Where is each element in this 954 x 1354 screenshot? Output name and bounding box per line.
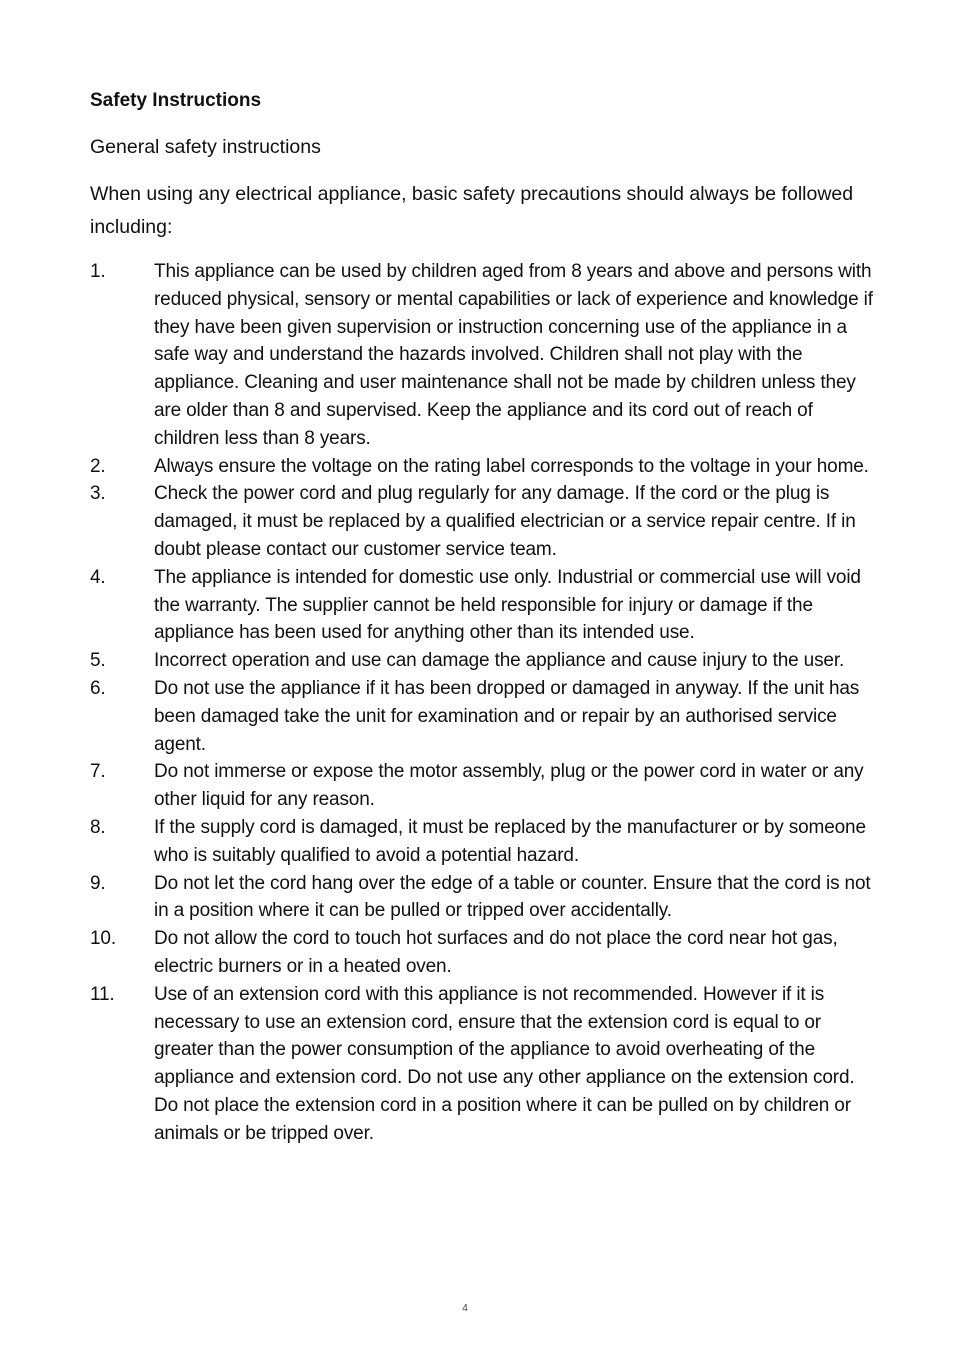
intro-paragraph: When using any electrical appliance, basic safety precautions should always be followed including: [90, 183, 854, 238]
page-number: 4 [462, 1303, 468, 1314]
list-item-number: 6. [90, 677, 106, 699]
list-item-number: 2. [90, 455, 106, 477]
list-item [90, 258, 880, 453]
list-item [90, 814, 880, 870]
section-subheading: General safety instructions [90, 136, 321, 158]
section-heading: Safety Instructions [90, 90, 262, 111]
list-item-number: 3. [90, 483, 106, 505]
list-item-text: The appliance is intended for domestic use only. Industrial or commercial use will void the warranty. The supplier cannot be held responsible for injury or damage if the appliance has been used for anything other than its intended use. [154, 566, 861, 644]
list-item [90, 870, 880, 926]
list-item-number: 9. [90, 872, 106, 894]
list-item-text: Do not let the cord hang over the edge of a table or counter. Ensure that the cord is not in a position where it can be pulled or tripped over accidentally. [154, 872, 871, 922]
list-item-text: This appliance can be used by children aged from 8 years and above and persons with reduced physical, sensory or mental capabilities or lack of experience and knowledge if they have been given supervision or instruction concerning use of the appliance in a safe way and understand the hazards involved. Children shall not play with the appliance. Cleaning and user maintenance shall not be made by children unless they are older than 8 and supervised. Keep the appliance and its cord out of reach of children less than 8 years. [154, 261, 873, 449]
list-item-number: 10. [90, 928, 116, 950]
list-item [90, 925, 880, 981]
list-item-text: Use of an extension cord with this appliance is not recommended. However if it is necessary to use an extension cord, ensure that the extension cord is equal to or greater than the power consumption of the appliance to avoid overheating of the appliance and extension cord. Do not use any other appliance on the extension cord. Do not place the extension cord in a position where it can be pulled on by children or animals or be tripped over. [154, 983, 855, 1144]
list-item-text: Check the power cord and plug regularly for any damage. If the cord or the plug is damaged, it must be replaced by a qualified electrician or a service repair centre. If in doubt please contact our customer service team. [154, 483, 856, 560]
list-item-number: 5. [90, 650, 106, 672]
list-item-number: 8. [90, 816, 106, 838]
list-item-number: 4. [90, 566, 106, 588]
list-item-number: 7. [90, 761, 106, 783]
list-item [90, 675, 880, 758]
list-item-text: Always ensure the voltage on the rating label corresponds to the voltage in your home. [154, 455, 869, 477]
list-item [90, 564, 880, 647]
list-item-text: If the supply cord is damaged, it must be replaced by the manufacturer or by someone who is suitably qualified to avoid a potential hazard. [154, 816, 866, 866]
list-item [90, 453, 880, 481]
list-item [90, 758, 880, 814]
list-item [90, 647, 880, 675]
list-item-number: 11. [90, 983, 115, 1005]
safety-instructions-list [90, 258, 880, 1148]
list-item [90, 981, 880, 1148]
list-item-text: Do not allow the cord to touch hot surfaces and do not place the cord near hot gas, electric burners or in a heated oven. [154, 928, 838, 977]
list-item-text: Do not immerse or expose the motor assembly, plug or the power cord in water or any other liquid for any reason. [154, 761, 864, 811]
list-item-text: Do not use the appliance if it has been dropped or damaged in anyway. If the unit has been damaged take the unit for examination and or repair by an authorised service agent. [154, 677, 860, 755]
list-item-number: 1. [90, 261, 106, 282]
list-item-text: Incorrect operation and use can damage the appliance and cause injury to the user. [154, 650, 845, 672]
list-item [90, 480, 880, 563]
